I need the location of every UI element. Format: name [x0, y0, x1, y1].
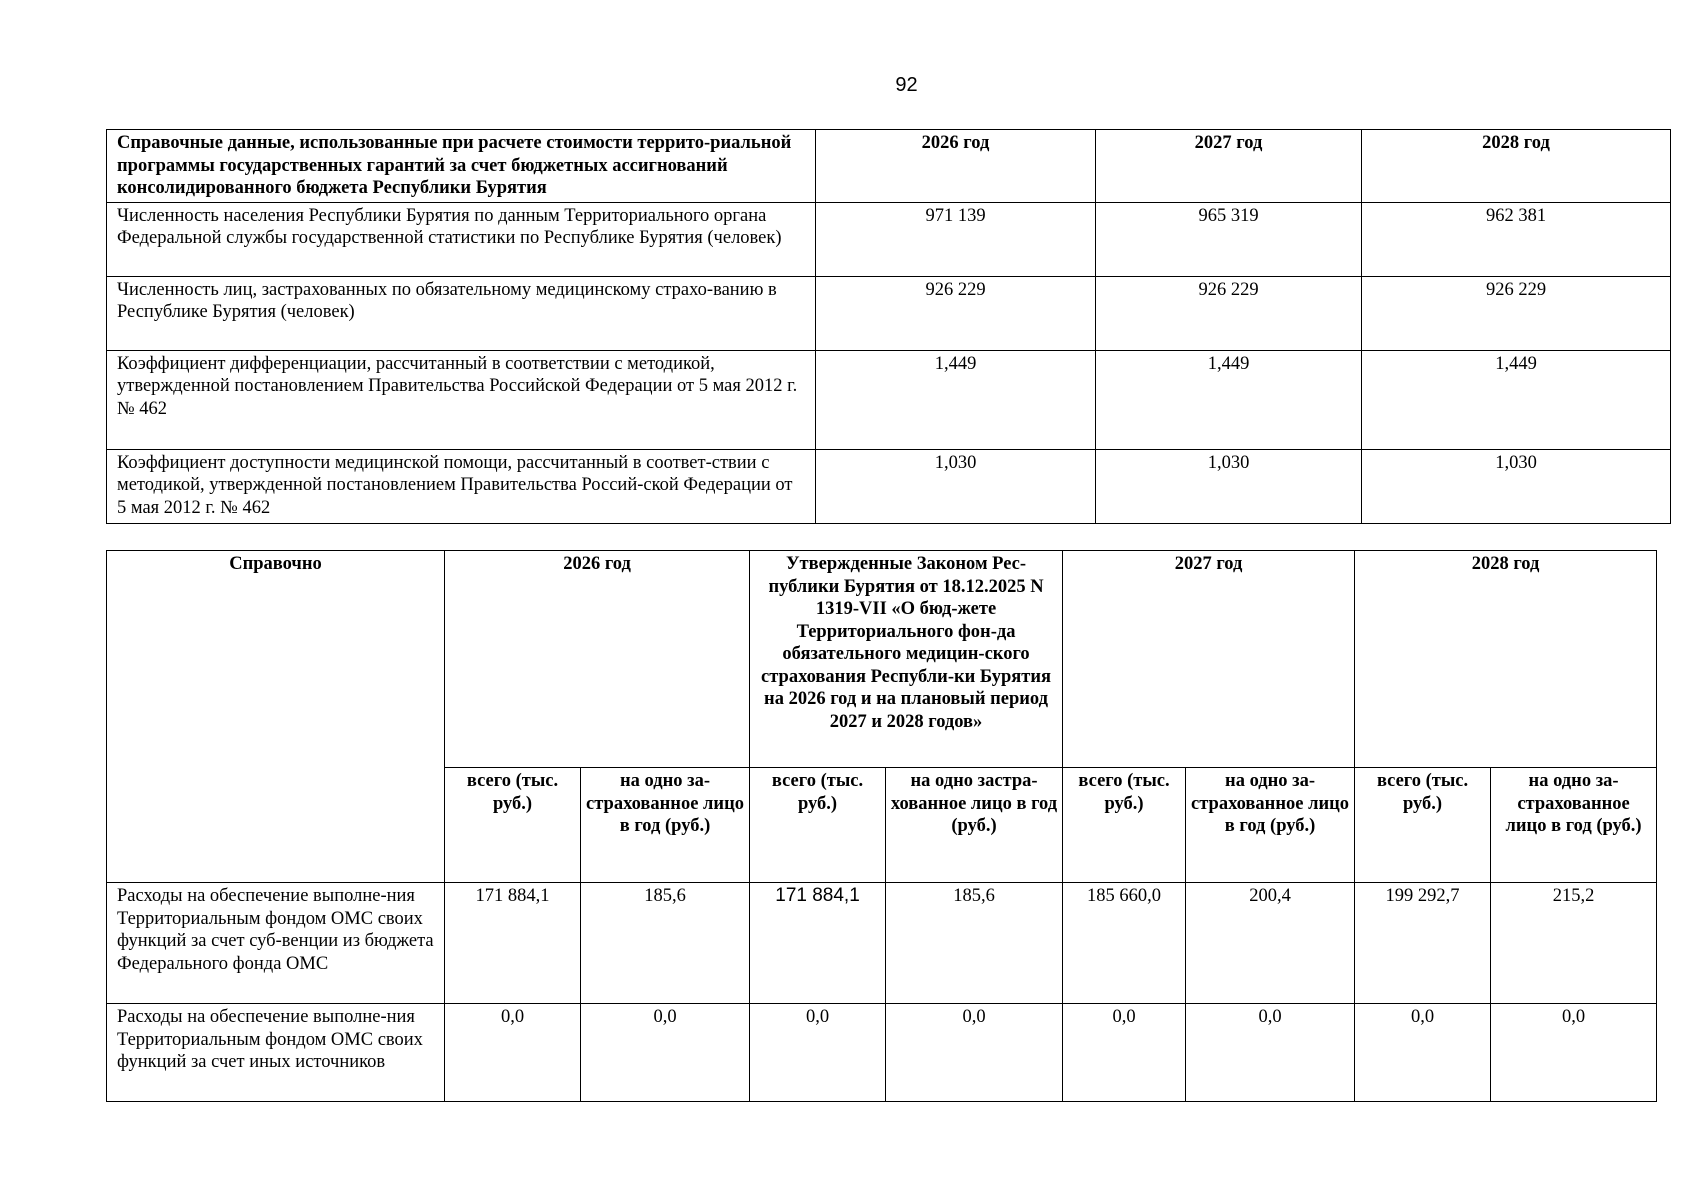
table1-header-2028: 2028 год: [1362, 130, 1671, 203]
cell-per-insured-2027: 200,4: [1186, 883, 1355, 1004]
cell-2027: 1,030: [1096, 449, 1362, 523]
cell-2026: 1,449: [816, 350, 1096, 449]
cell-per-insured-law: 185,6: [886, 883, 1063, 1004]
table2-header-2028: 2028 год: [1355, 551, 1657, 768]
table2-header-2026: 2026 год: [445, 551, 750, 768]
table1-header-2026: 2026 год: [816, 130, 1096, 203]
cell-total-2026: 171 884,1: [445, 883, 581, 1004]
subheader-per-insured-2026: на одно за-страхованное лицо в год (руб.): [581, 768, 750, 883]
cell-per-insured-2028: 215,2: [1491, 883, 1657, 1004]
cell-per-insured-2028: 0,0: [1491, 1004, 1657, 1102]
reference-data-table: [106, 129, 1671, 524]
subheader-total-law: всего (тыс. руб.): [750, 768, 886, 883]
cell-per-insured-2026: 185,6: [581, 883, 750, 1004]
cell-2027: 1,449: [1096, 350, 1362, 449]
table2-header-label: Справочно: [107, 551, 445, 883]
cell-total-2027: 0,0: [1063, 1004, 1186, 1102]
row-label: Расходы на обеспечение выполне-ния Территориальным фондом ОМС своих функций за счет иных источников: [107, 1004, 445, 1102]
table-row: [107, 1004, 1657, 1102]
cell-2028: 962 381: [1362, 202, 1671, 276]
row-label: Коэффициент дифференциации, рассчитанный в соответствии с методикой, утвержденной постановлением Правительства Российской Федерации от 5 мая 2012 г. № 462: [107, 350, 816, 449]
table1-header-row: [107, 130, 1671, 203]
subheader-per-insured-2027: на одно за-страхованное лицо в год (руб.): [1186, 768, 1355, 883]
table-row: [107, 883, 1657, 1004]
subheader-per-insured-2028: на одно за-страхованное лицо в год (руб.): [1491, 768, 1657, 883]
table2-header-2027: 2027 год: [1063, 551, 1355, 768]
cell-2026: 1,030: [816, 449, 1096, 523]
subheader-total-2028: всего (тыс. руб.): [1355, 768, 1491, 883]
row-label: Расходы на обеспечение выполне-ния Территориальным фондом ОМС своих функций за счет суб-венции из бюджета Федерального фонда ОМС: [107, 883, 445, 1004]
table-row: [107, 276, 1671, 350]
cell-2026: 926 229: [816, 276, 1096, 350]
cell-2027: 965 319: [1096, 202, 1362, 276]
cell-total-2027: 185 660,0: [1063, 883, 1186, 1004]
expenses-reference-table: [106, 550, 1657, 1102]
row-label: Коэффициент доступности медицинской помощи, рассчитанный в соответ-ствии с методикой, утвержденной постановлением Правительства Россий-ской Федерации от 5 мая 2012 г. № 462: [107, 449, 816, 523]
subheader-per-insured-law: на одно застра-хованное лицо в год (руб.): [886, 768, 1063, 883]
cell-2028: 1,449: [1362, 350, 1671, 449]
page-number: 92: [895, 74, 918, 96]
table-row: [107, 350, 1671, 449]
table-row: [107, 449, 1671, 523]
cell-2027: 926 229: [1096, 276, 1362, 350]
subheader-total-2027: всего (тыс. руб.): [1063, 768, 1186, 883]
cell-total-2026: 0,0: [445, 1004, 581, 1102]
cell-2028: 926 229: [1362, 276, 1671, 350]
cell-2028: 1,030: [1362, 449, 1671, 523]
row-label: Численность населения Республики Бурятия по данным Территориального органа Федеральной службы государственной статистики по Республике Бурятия (человек): [107, 202, 816, 276]
cell-2026: 971 139: [816, 202, 1096, 276]
table1-header-label: Справочные данные, использованные при расчете стоимости террито-риальной программы государственных гарантий за счет бюджетных ассигнований консолидированного бюджета Республики Бурятия: [107, 130, 816, 203]
cell-per-insured-2026: 0,0: [581, 1004, 750, 1102]
cell-total-law: 0,0: [750, 1004, 886, 1102]
table-row: [107, 202, 1671, 276]
cell-total-2028: 0,0: [1355, 1004, 1491, 1102]
table2-header-law: Утвержденные Законом Рес-публики Бурятия от 18.12.2025 N 1319-VII «О бюд-жете Территориального фон-да обязательного медицин-ского страхования Республи-ки Бурятия на 2026 год и на плановый период 2027 и 2028 годов»: [750, 551, 1063, 768]
table1-header-2027: 2027 год: [1096, 130, 1362, 203]
cell-total-2028: 199 292,7: [1355, 883, 1491, 1004]
subheader-total-2026: всего (тыс. руб.): [445, 768, 581, 883]
cell-total-law: 171 884,1: [750, 883, 886, 1004]
table2-header-row: [107, 551, 1657, 768]
cell-per-insured-law: 0,0: [886, 1004, 1063, 1102]
row-label: Численность лиц, застрахованных по обязательному медицинскому страхо-ванию в Республике Бурятия (человек): [107, 276, 816, 350]
cell-per-insured-2027: 0,0: [1186, 1004, 1355, 1102]
